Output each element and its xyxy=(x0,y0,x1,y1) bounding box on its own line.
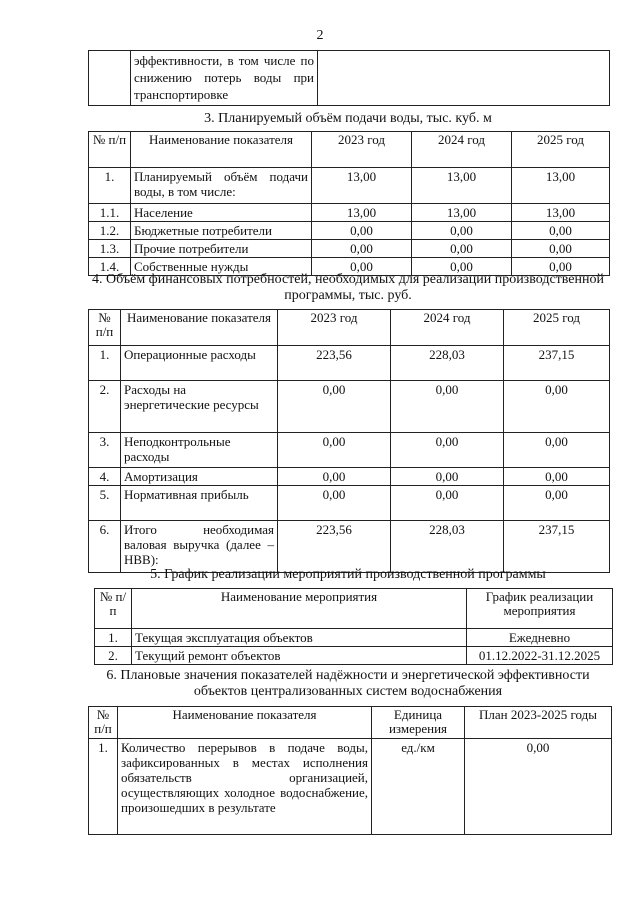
section3-table xyxy=(88,131,610,276)
table-row: 1. Планируемый объём подачи воды, в том числе: 13,00 13,00 13,00 xyxy=(89,168,610,204)
s3-header-2024: 2024 год xyxy=(412,132,512,168)
s3-header-name: Наименование показателя xyxy=(131,132,312,168)
s6-header-plan: План 2023-2025 годы xyxy=(465,707,612,739)
table-row: 2. Расходы на энергетические ресурсы 0,00 0,00 0,00 xyxy=(89,381,610,433)
s4-header-2024: 2024 год xyxy=(391,310,504,346)
top-fragment-table xyxy=(88,50,610,106)
top-fragment-text: эффективности, в том числе по снижению потерь воды при транспортировке xyxy=(131,51,318,106)
s6-header-name: Наименование показателя xyxy=(118,707,372,739)
table-row: 5. Нормативная прибыль 0,00 0,00 0,00 xyxy=(89,486,610,521)
table-row: 3. Неподконтрольные расходы 0,00 0,00 0,00 xyxy=(89,433,610,468)
s4-header-num: № п/п xyxy=(89,310,121,346)
section6-title: 6. Плановые значения показателей надёжности и энергетической эффективности объектов централизованных систем водоснабжения xyxy=(106,668,590,699)
section6-table xyxy=(88,706,612,835)
table-row: 6. Итого необходимая валовая выручка (далее – НВВ): 223,56 228,03 237,15 xyxy=(89,521,610,573)
table-row: 1.2. Бюджетные потребители 0,00 0,00 0,00 xyxy=(89,222,610,240)
table-row: 1. Текущая эксплуатация объектов Ежедневно xyxy=(95,629,613,647)
s6-header-num: № п/п xyxy=(89,707,118,739)
s3-header-2025: 2025 год xyxy=(512,132,610,168)
table-row: 1.4. Собственные нужды 0,00 0,00 0,00 xyxy=(89,258,610,276)
section5-table xyxy=(94,588,613,665)
table-row: 1. Количество перерывов в подаче воды, зафиксированных в местах исполнения обязательств организацией, осуществляющих холодное водоснабжение, произошедших в результате ед./км 0,00 xyxy=(89,739,612,835)
s3-header-2023: 2023 год xyxy=(312,132,412,168)
s4-header-2023: 2023 год xyxy=(278,310,391,346)
s3-header-num: № п/п xyxy=(89,132,131,168)
page-number: 2 xyxy=(316,28,324,43)
s4-header-2025: 2025 год xyxy=(504,310,610,346)
table-row: 1.3. Прочие потребители 0,00 0,00 0,00 xyxy=(89,240,610,258)
table-row: 1. Операционные расходы 223,56 228,03 237,15 xyxy=(89,346,610,381)
section4-title: 4. Объём финансовых потребностей, необходимых для реализации производственной программы, тыс. руб. xyxy=(91,272,604,303)
table-row: 1.1. Население 13,00 13,00 13,00 xyxy=(89,204,610,222)
table-row: 2. Текущий ремонт объектов 01.12.2022-31.12.2025 xyxy=(95,647,613,665)
section3-title: 3. Планируемый объём подачи воды, тыс. куб. м xyxy=(204,111,492,126)
section4-table xyxy=(88,309,610,573)
s5-header-schedule: График реализации мероприятия xyxy=(467,589,613,629)
section5-title: 5. График реализации мероприятий производственной программы xyxy=(150,567,546,582)
s5-header-num: № п/п xyxy=(95,589,132,629)
s6-header-unit: Единица измерения xyxy=(372,707,465,739)
s5-header-name: Наименование мероприятия xyxy=(132,589,467,629)
table-row: 4. Амортизация 0,00 0,00 0,00 xyxy=(89,468,610,486)
s4-header-name: Наименование показателя xyxy=(121,310,278,346)
